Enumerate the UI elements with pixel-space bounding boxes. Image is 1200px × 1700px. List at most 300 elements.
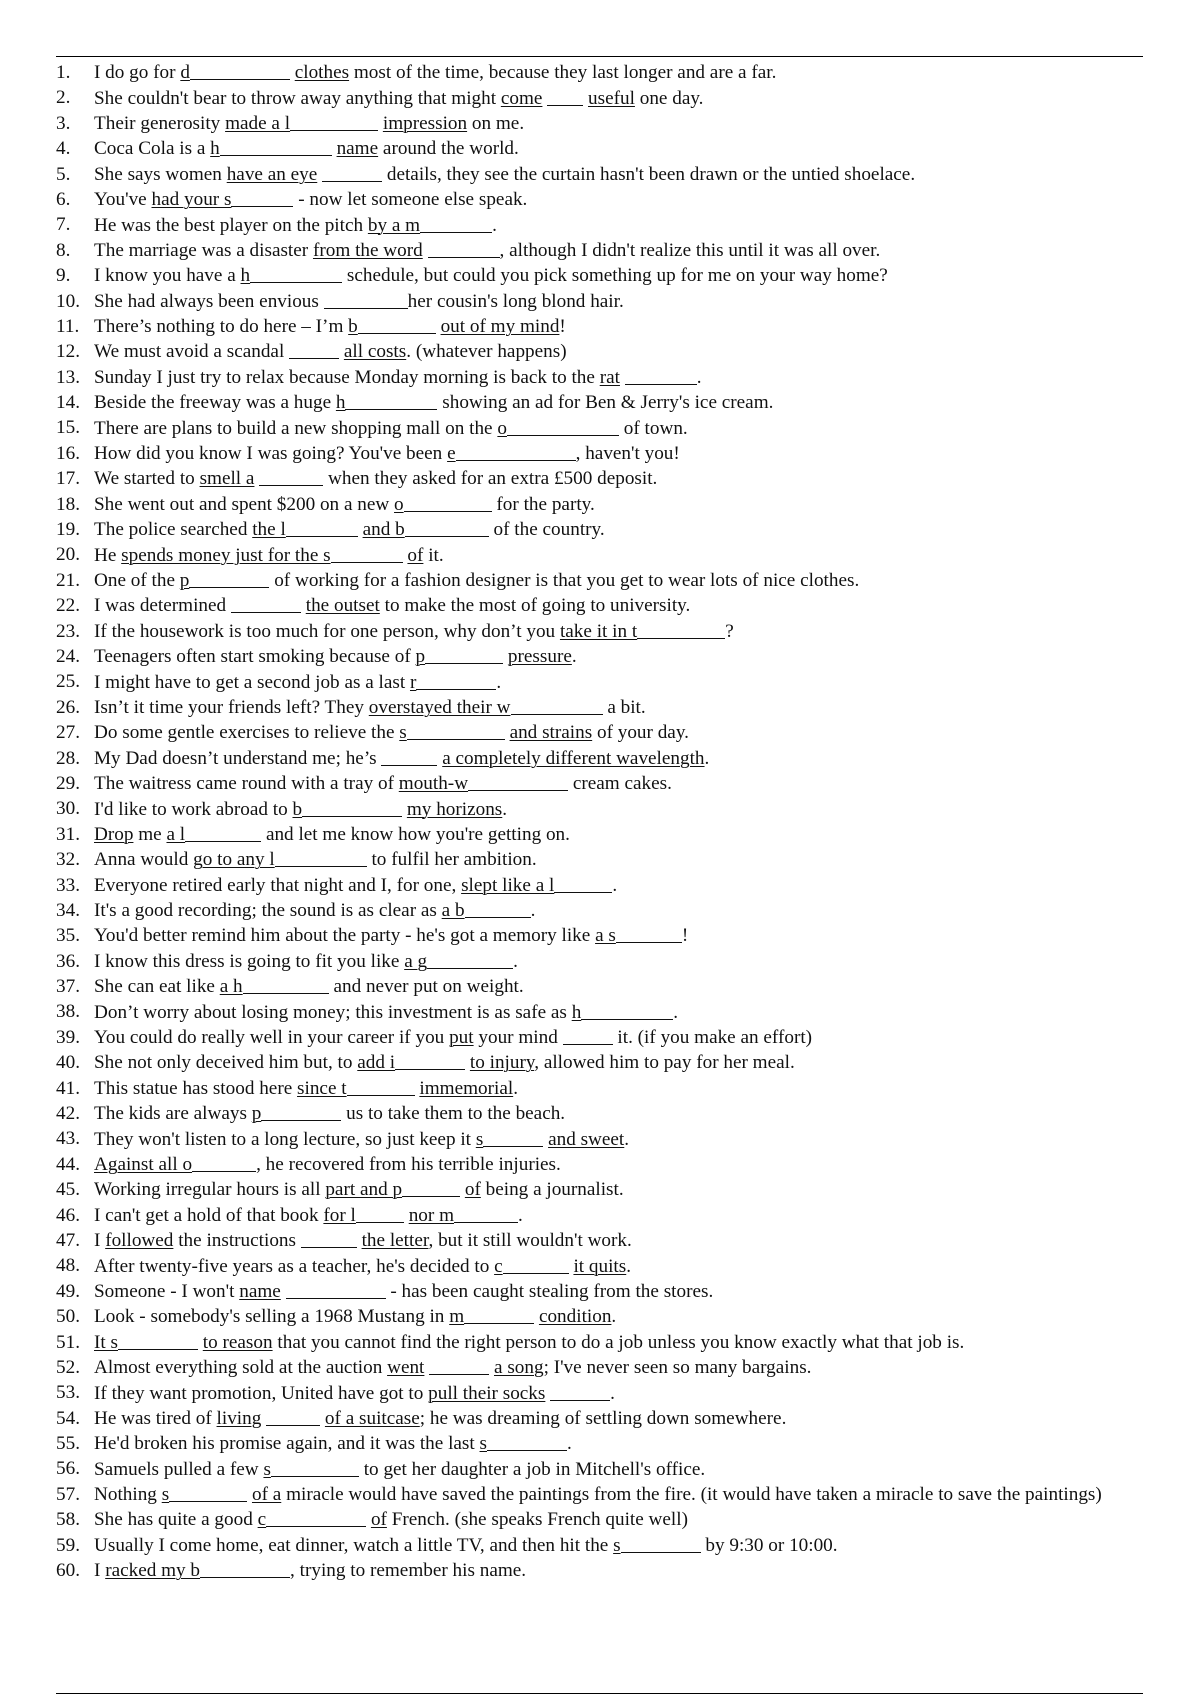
underlined-text: rat — [599, 366, 620, 388]
underlined-text: my horizons — [406, 798, 503, 820]
sentence-text: schedule, but could you pick something up for me on your way home? — [342, 265, 888, 287]
underlined-text: of — [407, 544, 424, 566]
sentence-text: cream cakes. — [568, 773, 672, 795]
answer-blank — [456, 441, 576, 461]
sentence-text: , allowed him to pay for her meal. — [534, 1052, 795, 1074]
underlined-text: from the word — [312, 239, 423, 261]
answer-blank — [169, 1482, 247, 1502]
sentence-text: it. (if you make an effort) — [612, 1027, 813, 1049]
sentence-text: and let me know how you're getting on. — [261, 823, 570, 845]
exercise-item — [56, 619, 1148, 644]
underlined-text: h — [240, 265, 251, 287]
item-sentence — [94, 1281, 713, 1302]
exercise-item — [56, 238, 1148, 263]
item-number: 2. — [56, 87, 71, 109]
item-sentence — [94, 1002, 678, 1023]
sentence-text: She not only deceived him but, to — [94, 1052, 358, 1074]
sentence-text: , although I didn't realize this until it was all over. — [499, 239, 881, 261]
item-number: 16. — [56, 442, 80, 464]
underlined-text: s — [399, 722, 407, 744]
sentence-text: He'd broken his promise again, and it was the last — [94, 1433, 480, 1455]
item-sentence — [94, 697, 646, 718]
item-sentence — [94, 621, 734, 642]
underlined-text: impression — [382, 112, 468, 134]
sentence-text: Look - somebody's selling a 1968 Mustang in — [94, 1306, 450, 1328]
exercise-item — [56, 1076, 1148, 1101]
sentence-text: . — [673, 1001, 679, 1023]
answer-blank — [637, 619, 725, 639]
item-sentence — [94, 1256, 631, 1277]
exercise-item — [56, 1355, 1148, 1380]
item-sentence — [94, 1509, 688, 1530]
item-number: 45. — [56, 1179, 80, 1201]
exercise-item — [56, 136, 1148, 161]
underlined-text: Against all o — [94, 1153, 193, 1175]
item-number: 27. — [56, 722, 80, 744]
underlined-text: of a — [251, 1484, 282, 1506]
sentence-text: We must avoid a scandal — [94, 341, 290, 363]
sentence-text: it. — [423, 544, 444, 566]
sentence-text: . — [567, 1433, 572, 1455]
item-number: 12. — [56, 341, 80, 363]
exercise-item — [56, 1203, 1148, 1228]
sentence-text: - now let someone else speak. — [293, 189, 528, 211]
underlined-text: r — [409, 671, 417, 693]
sentence-text: I might have to get a second job as a last — [94, 671, 410, 693]
exercise-item — [56, 466, 1148, 491]
item-number: 28. — [56, 747, 80, 769]
answer-blank — [190, 60, 290, 80]
item-sentence — [94, 1383, 615, 1404]
answer-blank — [625, 365, 697, 385]
sentence-text: He was the best player on the pitch — [94, 214, 368, 236]
item-sentence — [94, 316, 566, 337]
underlined-text: of — [370, 1509, 387, 1531]
underlined-text: nor m — [408, 1204, 455, 1226]
sentence-text: She had always been envious — [94, 290, 324, 312]
sentence-text: If they want promotion, United have got to — [94, 1382, 429, 1404]
underlined-text: s — [613, 1534, 621, 1556]
exercise-item — [56, 415, 1148, 440]
item-number: 4. — [56, 138, 71, 160]
item-sentence — [94, 1459, 705, 1480]
item-number: 38. — [56, 1001, 80, 1023]
item-sentence — [94, 1484, 1102, 1505]
answer-blank — [507, 415, 619, 435]
item-sentence — [94, 291, 624, 312]
item-sentence — [94, 951, 518, 972]
sentence-text: and never put on weight. — [328, 976, 524, 998]
exercise-item — [56, 1025, 1148, 1050]
exercise-item — [56, 974, 1148, 999]
sentence-text: . — [610, 1382, 615, 1404]
exercise-item — [56, 60, 1148, 85]
answer-blank — [563, 1025, 613, 1045]
answer-blank — [454, 1203, 518, 1223]
sentence-text: by 9:30 or 10:00. — [700, 1534, 838, 1556]
sentence-text: The police searched — [94, 519, 253, 541]
sentence-text: Everyone retired early that night and I, for one, — [94, 874, 462, 896]
answer-blank — [331, 542, 403, 562]
item-number: 41. — [56, 1077, 80, 1099]
sentence-text: French. (she speaks French quite well) — [386, 1509, 688, 1531]
underlined-text: h — [210, 138, 220, 160]
sentence-text: - has been caught stealing from the stores. — [385, 1280, 714, 1302]
item-number: 24. — [56, 645, 80, 667]
item-number: 5. — [56, 163, 71, 185]
exercise-item — [56, 822, 1148, 847]
answer-blank — [550, 1380, 610, 1400]
sentence-text: that you cannot find the right person to do a job unless you know exactly what that job is. — [272, 1331, 965, 1353]
sentence-text: Do some gentle exercises to relieve the — [94, 722, 400, 744]
sentence-text: I was determined — [94, 595, 231, 617]
answer-blank — [345, 390, 437, 410]
underlined-text: s — [161, 1484, 170, 1506]
answer-blank — [243, 974, 329, 994]
sentence-text: There are plans to build a new shopping mall on the — [94, 417, 498, 439]
exercise-item — [56, 365, 1148, 390]
item-sentence — [94, 189, 527, 210]
exercise-item — [56, 1406, 1148, 1431]
item-sentence — [94, 392, 773, 413]
exercise-item — [56, 441, 1148, 466]
item-sentence — [94, 1535, 838, 1556]
underlined-text: slept like a l — [461, 874, 555, 896]
item-number: 3. — [56, 112, 71, 134]
item-number: 47. — [56, 1229, 80, 1251]
exercise-item — [56, 492, 1148, 517]
underlined-text: pressure — [507, 646, 572, 668]
sentence-text: the instructions — [173, 1230, 301, 1252]
answer-blank — [464, 1304, 534, 1324]
answer-blank — [347, 1076, 415, 1096]
sentence-text: You've — [94, 189, 152, 211]
answer-blank — [220, 136, 332, 156]
underlined-text: take it in t — [559, 620, 638, 642]
sentence-text: The marriage was a disaster — [94, 239, 313, 261]
exercise-list — [56, 60, 1148, 1583]
exercise-item — [56, 111, 1148, 136]
item-number: 22. — [56, 595, 80, 617]
underlined-text: o — [497, 417, 507, 439]
item-number: 6. — [56, 188, 71, 210]
exercise-item — [56, 542, 1148, 567]
item-number: 26. — [56, 696, 80, 718]
answer-blank — [405, 517, 489, 537]
underlined-text: name — [336, 138, 379, 160]
underlined-text: clothes — [294, 62, 350, 84]
item-sentence — [94, 62, 776, 83]
sentence-text: when they asked for an extra £500 deposit. — [323, 468, 658, 490]
sentence-text: She went out and spent $200 on a new — [94, 493, 395, 515]
underlined-text: the letter — [361, 1230, 429, 1252]
sentence-text: , haven't you! — [575, 443, 680, 465]
sentence-text: I know this dress is going to fit you like — [94, 950, 405, 972]
underlined-text: It s — [94, 1331, 118, 1353]
sentence-text: a bit. — [602, 696, 646, 718]
item-sentence — [94, 1052, 795, 1073]
underlined-text: e — [447, 443, 456, 465]
item-number: 14. — [56, 392, 80, 414]
sentence-text: Coca Cola is a — [94, 138, 211, 160]
sentence-text: If the housework is too much for one person, why don’t you — [94, 620, 560, 642]
underlined-text: to injury — [469, 1052, 535, 1074]
item-sentence — [94, 443, 680, 464]
underlined-text: part and p — [325, 1179, 403, 1201]
sentence-text: . — [492, 214, 497, 236]
item-sentence — [94, 418, 688, 439]
item-number: 48. — [56, 1255, 80, 1277]
item-number: 18. — [56, 493, 80, 515]
sentence-text: He was tired of — [94, 1407, 217, 1429]
item-sentence — [94, 138, 519, 159]
underlined-text: overstayed their w — [368, 696, 511, 718]
item-sentence — [94, 570, 859, 591]
item-sentence — [94, 164, 915, 185]
item-sentence — [94, 824, 570, 845]
sentence-text: Isn’t it time your friends left? They — [94, 696, 369, 718]
underlined-text: m — [449, 1306, 465, 1328]
answer-blank — [381, 746, 437, 766]
item-sentence — [94, 265, 888, 286]
underlined-text: h — [571, 1001, 582, 1023]
exercise-item — [56, 644, 1148, 669]
sentence-text: Nothing — [94, 1484, 162, 1506]
item-sentence — [94, 672, 501, 693]
item-number: 53. — [56, 1382, 80, 1404]
exercise-item — [56, 1177, 1148, 1202]
item-sentence — [94, 545, 444, 566]
sentence-text: your mind — [473, 1027, 563, 1049]
sentence-text: . — [626, 1255, 632, 1277]
sentence-text: She couldn't bear to throw away anything that might — [94, 87, 501, 109]
item-sentence — [94, 1332, 964, 1353]
underlined-text: a completely different wavelength — [442, 747, 705, 769]
exercise-item — [56, 898, 1148, 923]
item-number: 31. — [56, 823, 80, 845]
item-sentence — [94, 1433, 572, 1454]
underlined-text: p — [179, 570, 190, 591]
item-sentence — [94, 646, 577, 667]
sentence-text: This statue has stood here — [94, 1077, 298, 1099]
underlined-text: mouth-w — [398, 773, 469, 795]
item-number: 37. — [56, 976, 80, 998]
answer-blank — [200, 1558, 290, 1578]
underlined-text: a s — [595, 925, 616, 947]
item-sentence — [94, 773, 672, 794]
sentence-text: . — [513, 950, 518, 972]
item-sentence — [94, 1154, 561, 1175]
exercise-item — [56, 263, 1148, 288]
sentence-text: , but it still wouldn't work. — [428, 1230, 632, 1252]
underlined-text: all costs — [343, 341, 407, 363]
sentence-text: . — [518, 1204, 523, 1226]
item-number: 10. — [56, 290, 80, 312]
underlined-text: living — [216, 1407, 262, 1429]
sentence-text: around the world. — [378, 138, 519, 160]
exercise-item — [56, 695, 1148, 720]
sentence-text: I — [94, 1560, 106, 1582]
item-number: 44. — [56, 1153, 80, 1175]
sentence-text: , he recovered from his terrible injuries. — [256, 1153, 561, 1175]
underlined-text: o — [394, 493, 404, 515]
sentence-text: to fulfil her ambition. — [366, 849, 537, 871]
sentence-text: Almost everything sold at the auction — [94, 1357, 388, 1379]
answer-blank — [429, 1355, 489, 1375]
exercise-item — [56, 1533, 1148, 1558]
underlined-text: a h — [219, 976, 243, 998]
underlined-text: it quits — [573, 1255, 627, 1277]
item-number: 8. — [56, 239, 71, 261]
sentence-text: on me. — [467, 112, 525, 134]
answer-blank — [266, 1406, 320, 1426]
underlined-text: a b — [441, 900, 465, 922]
underlined-text: condition — [538, 1306, 612, 1328]
exercise-item — [56, 923, 1148, 948]
item-number: 60. — [56, 1560, 80, 1582]
sentence-text: I — [94, 1230, 106, 1252]
answer-blank — [322, 162, 382, 182]
sentence-text: ; I've never seen so many bargains. — [543, 1357, 812, 1379]
exercise-item — [56, 999, 1148, 1024]
sentence-text: . — [496, 671, 502, 693]
sentence-text: One of the — [94, 570, 180, 591]
sentence-text: one day. — [634, 87, 704, 109]
answer-blank — [547, 85, 583, 105]
item-number: 32. — [56, 849, 80, 871]
sentence-text: Their generosity — [94, 112, 226, 134]
item-number: 51. — [56, 1331, 80, 1353]
answer-blank — [483, 1126, 543, 1146]
answer-blank — [185, 822, 261, 842]
exercise-item — [56, 339, 1148, 364]
answer-blank — [427, 949, 513, 969]
item-number: 59. — [56, 1534, 80, 1556]
answer-blank — [503, 1253, 569, 1273]
item-number: 19. — [56, 519, 80, 541]
answer-blank — [231, 593, 301, 613]
exercise-item — [56, 517, 1148, 542]
underlined-text: a song — [494, 1357, 544, 1379]
answer-blank — [358, 314, 436, 334]
answer-blank — [286, 517, 358, 537]
exercise-item — [56, 771, 1148, 796]
item-sentence — [94, 1230, 632, 1251]
sentence-text: to make the most of going to university. — [379, 595, 691, 617]
sentence-text: . — [704, 747, 710, 769]
exercise-item — [56, 847, 1148, 872]
item-sentence — [94, 1179, 624, 1200]
exercise-item — [56, 187, 1148, 212]
item-number: 35. — [56, 925, 80, 947]
exercise-item — [56, 796, 1148, 821]
item-sentence — [94, 519, 605, 540]
item-number: 46. — [56, 1204, 80, 1226]
sentence-text: After twenty-five years as a teacher, he's decided to — [94, 1255, 495, 1277]
exercise-item — [56, 162, 1148, 187]
exercise-item — [56, 1050, 1148, 1075]
underlined-text: p — [251, 1103, 262, 1125]
underlined-text: s — [263, 1458, 271, 1480]
item-sentence — [94, 1560, 526, 1581]
item-number: 33. — [56, 874, 80, 896]
underlined-text: immemorial — [419, 1077, 514, 1099]
item-number: 20. — [56, 544, 80, 566]
exercise-item — [56, 669, 1148, 694]
item-sentence — [94, 215, 497, 236]
bottom-rule — [56, 1693, 1143, 1694]
item-number: 36. — [56, 950, 80, 972]
item-sentence — [94, 1408, 786, 1429]
exercise-item — [56, 746, 1148, 771]
underlined-text: and strains — [509, 722, 593, 744]
sentence-text: They won't listen to a long lecture, so just keep it — [94, 1128, 476, 1150]
answer-blank — [395, 1050, 465, 1070]
underlined-text: useful — [588, 87, 635, 109]
sentence-text: Anna would — [94, 849, 194, 871]
underlined-text: of — [464, 1179, 481, 1201]
underlined-text: put — [449, 1027, 474, 1049]
item-sentence — [94, 1103, 565, 1124]
item-number: 9. — [56, 265, 71, 287]
exercise-item — [56, 314, 1148, 339]
underlined-text: a g — [404, 950, 428, 972]
underlined-text: Drop — [94, 823, 134, 845]
item-number: 58. — [56, 1509, 80, 1531]
underlined-text: since t — [297, 1077, 347, 1099]
top-rule — [56, 56, 1143, 57]
item-number: 52. — [56, 1356, 80, 1378]
item-sentence — [94, 976, 524, 997]
item-sentence — [94, 1306, 616, 1327]
answer-blank — [261, 1101, 341, 1121]
underlined-text: h — [335, 392, 346, 414]
sentence-text: She can eat like — [94, 976, 220, 998]
answer-blank — [286, 1279, 386, 1299]
exercise-item — [56, 949, 1148, 974]
exercise-item — [56, 1152, 1148, 1177]
answer-blank — [192, 1152, 256, 1172]
sentence-text: I know you have a — [94, 265, 241, 287]
answer-blank — [118, 1330, 198, 1350]
sentence-text: . — [624, 1128, 630, 1150]
sentence-text: Usually I come home, eat dinner, watch a little TV, and then hit the — [94, 1534, 614, 1556]
sentence-text: She has quite a good — [94, 1509, 258, 1531]
item-sentence — [94, 748, 709, 769]
underlined-text: the l — [252, 519, 286, 541]
sentence-text: of town. — [618, 417, 688, 439]
underlined-text: by a m — [367, 214, 421, 236]
item-number: 29. — [56, 772, 80, 794]
underlined-text: made a l — [225, 112, 291, 134]
item-number: 25. — [56, 671, 80, 693]
underlined-text: went — [387, 1357, 425, 1379]
underlined-text: p — [415, 646, 426, 668]
item-number: 30. — [56, 798, 80, 820]
sentence-text: . — [571, 646, 577, 668]
sentence-text: You could do really well in your career if you — [94, 1027, 450, 1049]
exercise-item — [56, 568, 1148, 593]
exercise-item — [56, 1304, 1148, 1329]
item-number: 43. — [56, 1128, 80, 1150]
sentence-text: being a journalist. — [480, 1179, 624, 1201]
item-number: 50. — [56, 1306, 80, 1328]
underlined-text: c — [257, 1509, 267, 1531]
underlined-text: smell a — [199, 468, 255, 490]
exercise-item — [56, 1507, 1148, 1532]
answer-blank — [301, 1228, 357, 1248]
item-sentence — [94, 367, 702, 388]
